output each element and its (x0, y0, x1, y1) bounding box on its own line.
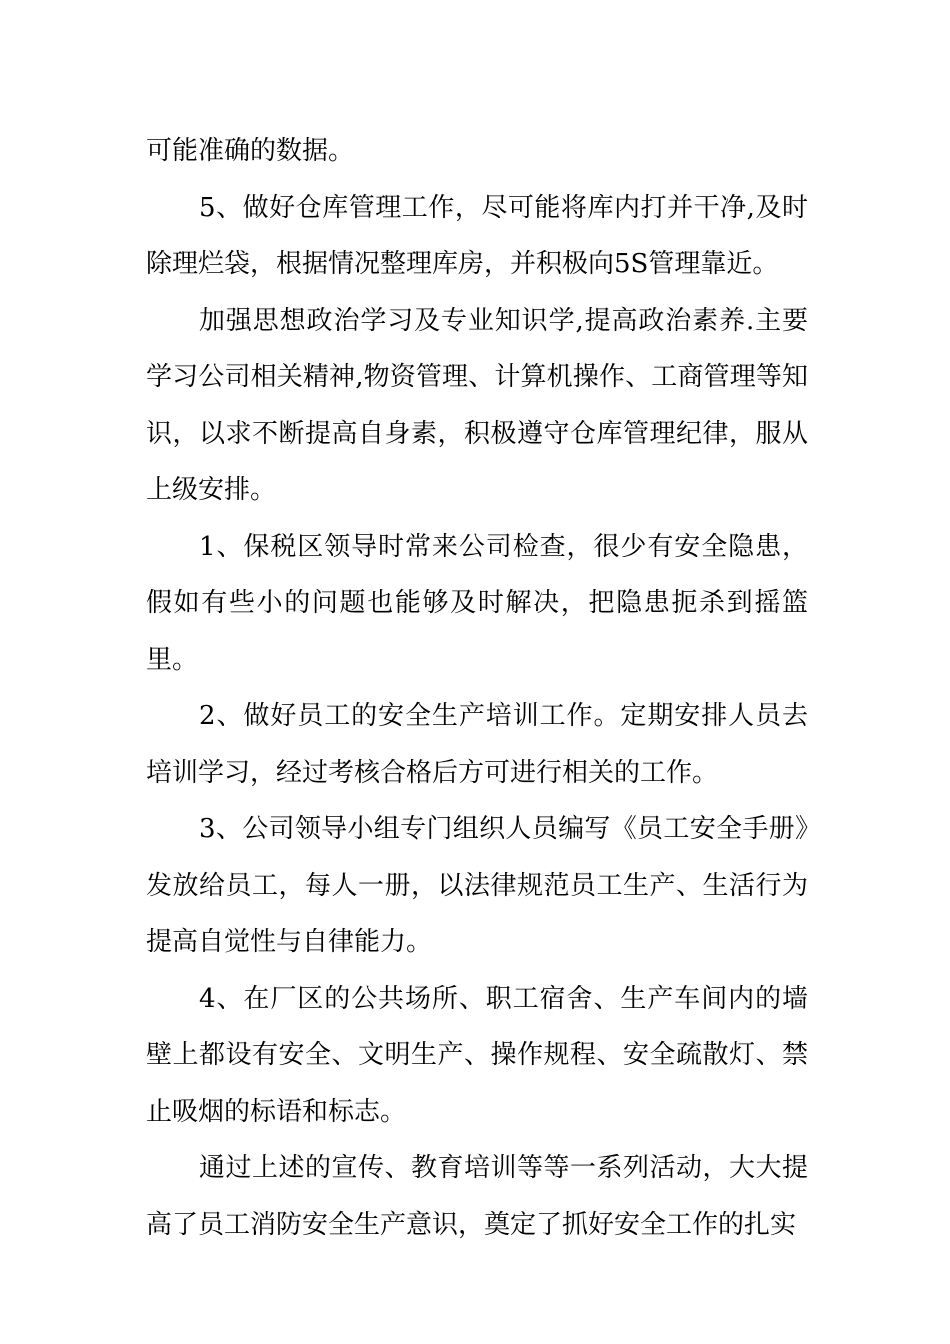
paragraph-item-1: 1、保税区领导时常来公司检查，很少有安全隐患，假如有些小的问题也能够及时解决，把隐患扼杀到摇篮里。 (146, 531, 808, 675)
paragraph-continuation: 可能准确的数据。 (146, 136, 355, 166)
paragraph-item-3: 3、公司领导小组专门组织人员编写《员工安全手册》发放给员工，每人一册，以法律规范员工生产、生活行为提高自觉性与自律能力。 (146, 814, 808, 957)
paragraph-item-2: 2、做好员工的安全生产培训工作。定期安排人员去培训学习，经过考核合格后方可进行相关的工作。 (146, 701, 808, 788)
paragraph-summary: 通过上述的宣传、教育培训等等一系列活动，大大提高了员工消防安全生产意识，奠定了抓好安全工作的扎实 (146, 1153, 808, 1240)
document-body (146, 123, 808, 1253)
paragraph-study: 加强思想政治学习及专业知识学,提高政治素养.主要学习公司相关精神,物资管理、计算机操作、工商管理等知识，以求不断提高自身素，积极遵守仓库管理纪律，服从上级安排。 (146, 305, 808, 505)
paragraph-item-4: 4、在厂区的公共场所、职工宿舍、生产车间内的墙壁上都设有安全、文明生产、操作规程、安全疏散灯、禁止吸烟的标语和标志。 (146, 983, 808, 1127)
paragraph-item-5: 5、做好仓库管理工作，尽可能将库内打并干净,及时除理烂袋，根据情况整理库房，并积极向5S管理靠近。 (146, 192, 808, 279)
